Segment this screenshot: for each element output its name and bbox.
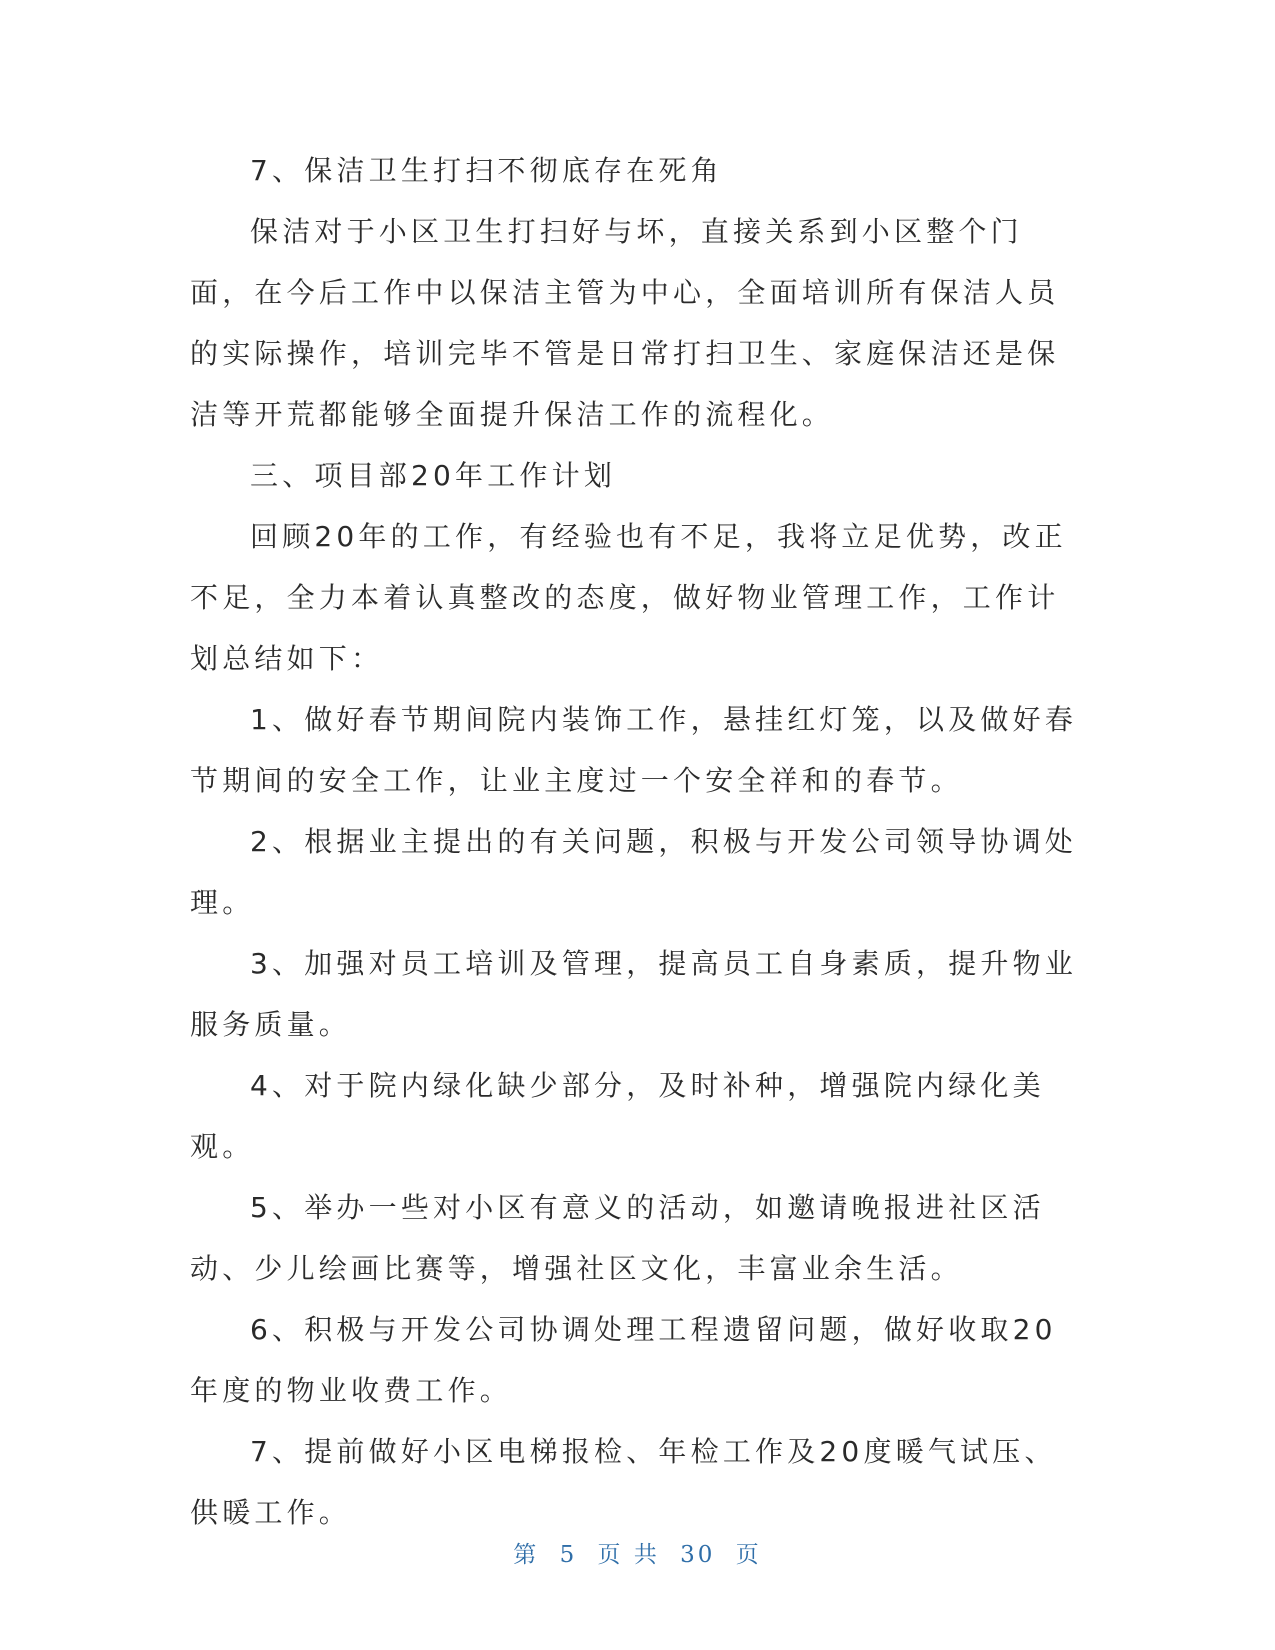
plan-item-2: 2、根据业主提出的有关问题，积极与开发公司领导协调处理。 [190, 825, 1078, 919]
paragraph-cleaning-heading: 7、保洁卫生打扫不彻底存在死角 [250, 154, 723, 187]
footer-middle: 页 共 [597, 1542, 660, 1568]
paragraph-review: 回顾20年的工作，有经验也有不足，我将立足优势，改正不足，全力本着认真整改的态度，做好物业管理工作，工作计划总结如下： [190, 520, 1067, 675]
section-heading-work-plan: 三、项目部20年工作计划 [250, 459, 617, 492]
plan-item-6: 6、积极与开发公司协调处理工程遗留问题，做好收取20年度的物业收费工作。 [190, 1313, 1057, 1407]
footer-prefix: 第 [513, 1542, 540, 1568]
paragraph-cleaning-detail: 保洁对于小区卫生打扫好与坏，直接关系到小区整个门面，在今后工作中以保洁主管为中心，全面培训所有保洁人员的实际操作，培训完毕不管是日常打扫卫生、家庭保洁还是保洁等开荒都能够全面提升保洁工作的流程化。 [190, 215, 1060, 431]
footer-suffix: 页 [735, 1542, 762, 1568]
plan-item-5: 5、举办一些对小区有意义的活动，如邀请晚报进社区活动、少儿绘画比赛等，增强社区文化，丰富业余生活。 [190, 1191, 1045, 1285]
footer-current-page: 5 [559, 1542, 578, 1568]
page-footer [0, 1536, 1275, 1569]
plan-item-4: 4、对于院内绿化缺少部分，及时补种，增强院内绿化美观。 [190, 1069, 1045, 1163]
plan-item-7: 7、提前做好小区电梯报检、年检工作及20度暖气试压、供暖工作。 [190, 1435, 1057, 1529]
plan-item-1: 1、做好春节期间院内装饰工作，悬挂红灯笼，以及做好春节期间的安全工作，让业主度过一个安全祥和的春节。 [190, 703, 1078, 797]
footer-total-pages: 30 [680, 1542, 716, 1568]
plan-item-3: 3、加强对员工培训及管理，提高员工自身素质，提升物业服务质量。 [190, 947, 1078, 1041]
document-body [190, 140, 1085, 1543]
